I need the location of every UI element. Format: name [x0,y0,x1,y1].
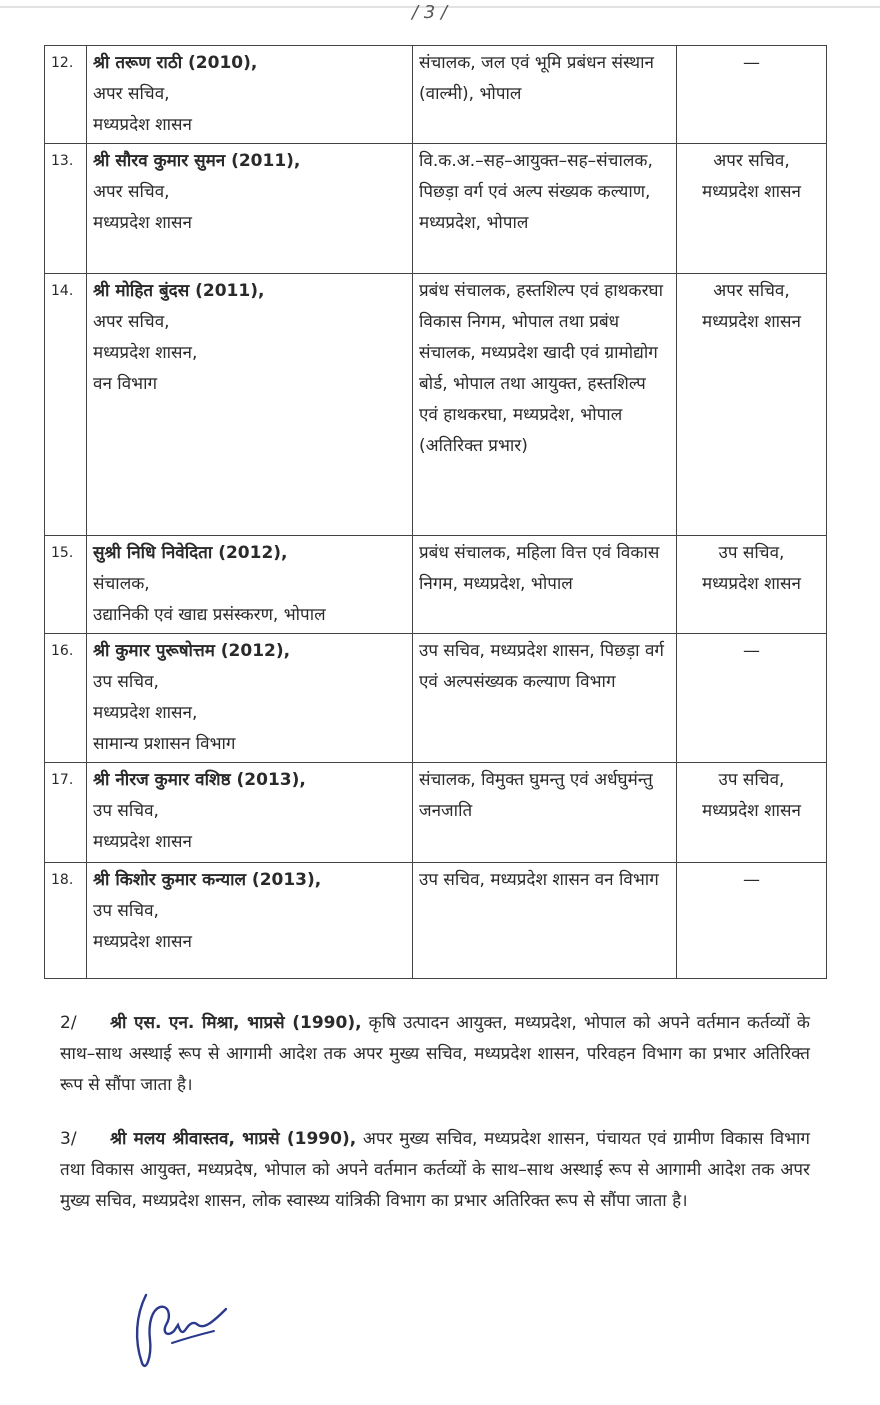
designation-line: उप सचिव, [93,672,159,692]
remark-cell [677,274,827,536]
paragraph-3 [60,1124,810,1217]
designation-line: वन विभाग [93,374,158,394]
table-row [45,536,827,634]
posting-text: उप सचिव, मध्यप्रदेश शासन वन विभाग [419,870,659,890]
posting-text: वि.क.अ.–सह–आयुक्त–सह–संचालक, पिछड़ा वर्ग एवं अल्प संख्यक कल्याण, मध्यप्रदेश, भोपाल [419,151,653,233]
remark-line: — [743,641,760,661]
serial-number: 18. [45,863,87,979]
officer-transfer-table [44,45,827,979]
serial-number: 14. [45,274,87,536]
designation-line: अपर सचिव, [93,182,170,202]
designation-line: अपर सचिव, [93,312,170,332]
officer-name: श्री एस. एन. मिश्रा, भाप्रसे (1990), [110,1013,362,1033]
remark-cell [677,536,827,634]
table-row [45,46,827,144]
designation-line: अपर सचिव, [93,84,170,104]
designation-line: मध्यप्रदेश शासन, [93,343,198,363]
paragraph-number: 2/ [60,1013,77,1033]
remark-line: उप सचिव, [718,770,785,790]
designation-line: उप सचिव, [93,901,159,921]
officer-cell [87,274,413,536]
remark-line: — [743,53,760,73]
designation-line: उद्यानिकी एवं खाद्य प्रसंस्करण, भोपाल [93,605,326,625]
officer-name: श्री तरूण राठी (2010), [93,53,258,73]
designation-line: संचालक, [93,574,150,594]
remark-line: मध्यप्रदेश शासन [702,182,801,202]
new-posting [413,274,677,536]
officer-name: श्री सौरव कुमार सुमन (2011), [93,151,301,171]
officer-name: सुश्री निधि निवेदिता (2012), [93,543,288,563]
remark-line: — [743,870,760,890]
designation-line: मध्यप्रदेश शासन [93,213,192,233]
serial-number: 16. [45,634,87,763]
officer-name: श्री नीरज कुमार वशिष्ठ (2013), [93,770,306,790]
officer-name: श्री किशोर कुमार कन्याल (2013), [93,870,322,890]
designation-line: उप सचिव, [93,801,159,821]
new-posting [413,536,677,634]
officer-cell [87,634,413,763]
table-row [45,144,827,274]
posting-text: संचालक, जल एवं भूमि प्रबंधन संस्थान (वाल्मी), भोपाल [419,53,654,104]
new-posting [413,46,677,144]
remark-line: मध्यप्रदेश शासन [702,574,801,594]
new-posting [413,634,677,763]
designation-line: मध्यप्रदेश शासन [93,832,192,852]
officer-name: श्री कुमार पुरूषोत्तम (2012), [93,641,291,661]
officer-cell [87,863,413,979]
remark-line: उप सचिव, [718,543,785,563]
paragraph-2 [60,1008,810,1101]
serial-number: 17. [45,763,87,863]
officer-name: श्री मोहित बुंदस (2011), [93,281,265,301]
signature [128,1285,238,1375]
posting-text: प्रबंध संचालक, महिला वित्त एवं विकास निगम, मध्यप्रदेश, भोपाल [419,543,660,594]
officer-cell [87,536,413,634]
remark-cell [677,144,827,274]
new-posting [413,863,677,979]
posting-text: संचालक, विमुक्त घुमन्तु एवं अर्धघुमंन्तु जनजाति [419,770,653,821]
remark-line: अपर सचिव, [713,151,790,171]
paragraph-number: 3/ [60,1129,77,1149]
remark-cell [677,46,827,144]
new-posting [413,763,677,863]
posting-text: प्रबंध संचालक, हस्तशिल्प एवं हाथकरघा विकास निगम, भोपाल तथा प्रबंध संचालक, मध्यप्रदेश खादी एवं ग्रामोद्योग बोर्ड, भोपाल तथा आयुक्त, हस्तशिल्प एवं हाथकरघा, मध्यप्रदेश, भोपाल (अतिरिक्त प्रभार) [419,281,663,456]
officer-cell [87,144,413,274]
posting-text: उप सचिव, मध्यप्रदेश शासन, पिछड़ा वर्ग एवं अल्पसंख्यक कल्याण विभाग [419,641,665,692]
remark-line: मध्यप्रदेश शासन [702,801,801,821]
designation-line: मध्यप्रदेश शासन [93,115,192,135]
serial-number: 12. [45,46,87,144]
designation-line: सामान्य प्रशासन विभाग [93,734,236,754]
designation-line: मध्यप्रदेश शासन [93,932,192,952]
table-row [45,634,827,763]
remark-cell [677,634,827,763]
serial-number: 15. [45,536,87,634]
officer-cell [87,46,413,144]
table-row [45,763,827,863]
table-row [45,274,827,536]
new-posting [413,144,677,274]
officer-cell [87,763,413,863]
paragraph-text: कृषि उत्पादन आयुक्त, मध्यप्रदेश, भोपाल को अपने वर्तमान कर्तव्यों के साथ–साथ अस्थाई रूप से आगामी आदेश तक अपर मुख्य सचिव, मध्यप्रदेश शासन, परिवहन विभाग का प्रभार अतिरिक्त रूप से सौंपा जाता है। [60,1013,810,1095]
remark-cell [677,863,827,979]
remark-cell [677,763,827,863]
remark-line: मध्यप्रदेश शासन [702,312,801,332]
paragraph-text: अपर मुख्य सचिव, मध्यप्रदेश शासन, पंचायत एवं ग्रामीण विकास विभाग तथा विकास आयुक्त, मध्यप्रदेष, भोपाल को अपने वर्तमान कर्तव्यों के साथ–साथ अस्थाई रूप से आगामी आदेश तक अपर मुख्य सचिव, मध्यप्रदेश शासन, लोक स्वास्थ्य यांत्रिकी विभाग का प्रभार अतिरिक्त रूप से सौंपा जाता है। [60,1129,810,1211]
page-number: / 3 / [412,2,448,23]
serial-number: 13. [45,144,87,274]
officer-name: श्री मलय श्रीवास्तव, भाप्रसे (1990), [110,1129,357,1149]
designation-line: मध्यप्रदेश शासन, [93,703,198,723]
remark-line: अपर सचिव, [713,281,790,301]
table-row [45,863,827,979]
